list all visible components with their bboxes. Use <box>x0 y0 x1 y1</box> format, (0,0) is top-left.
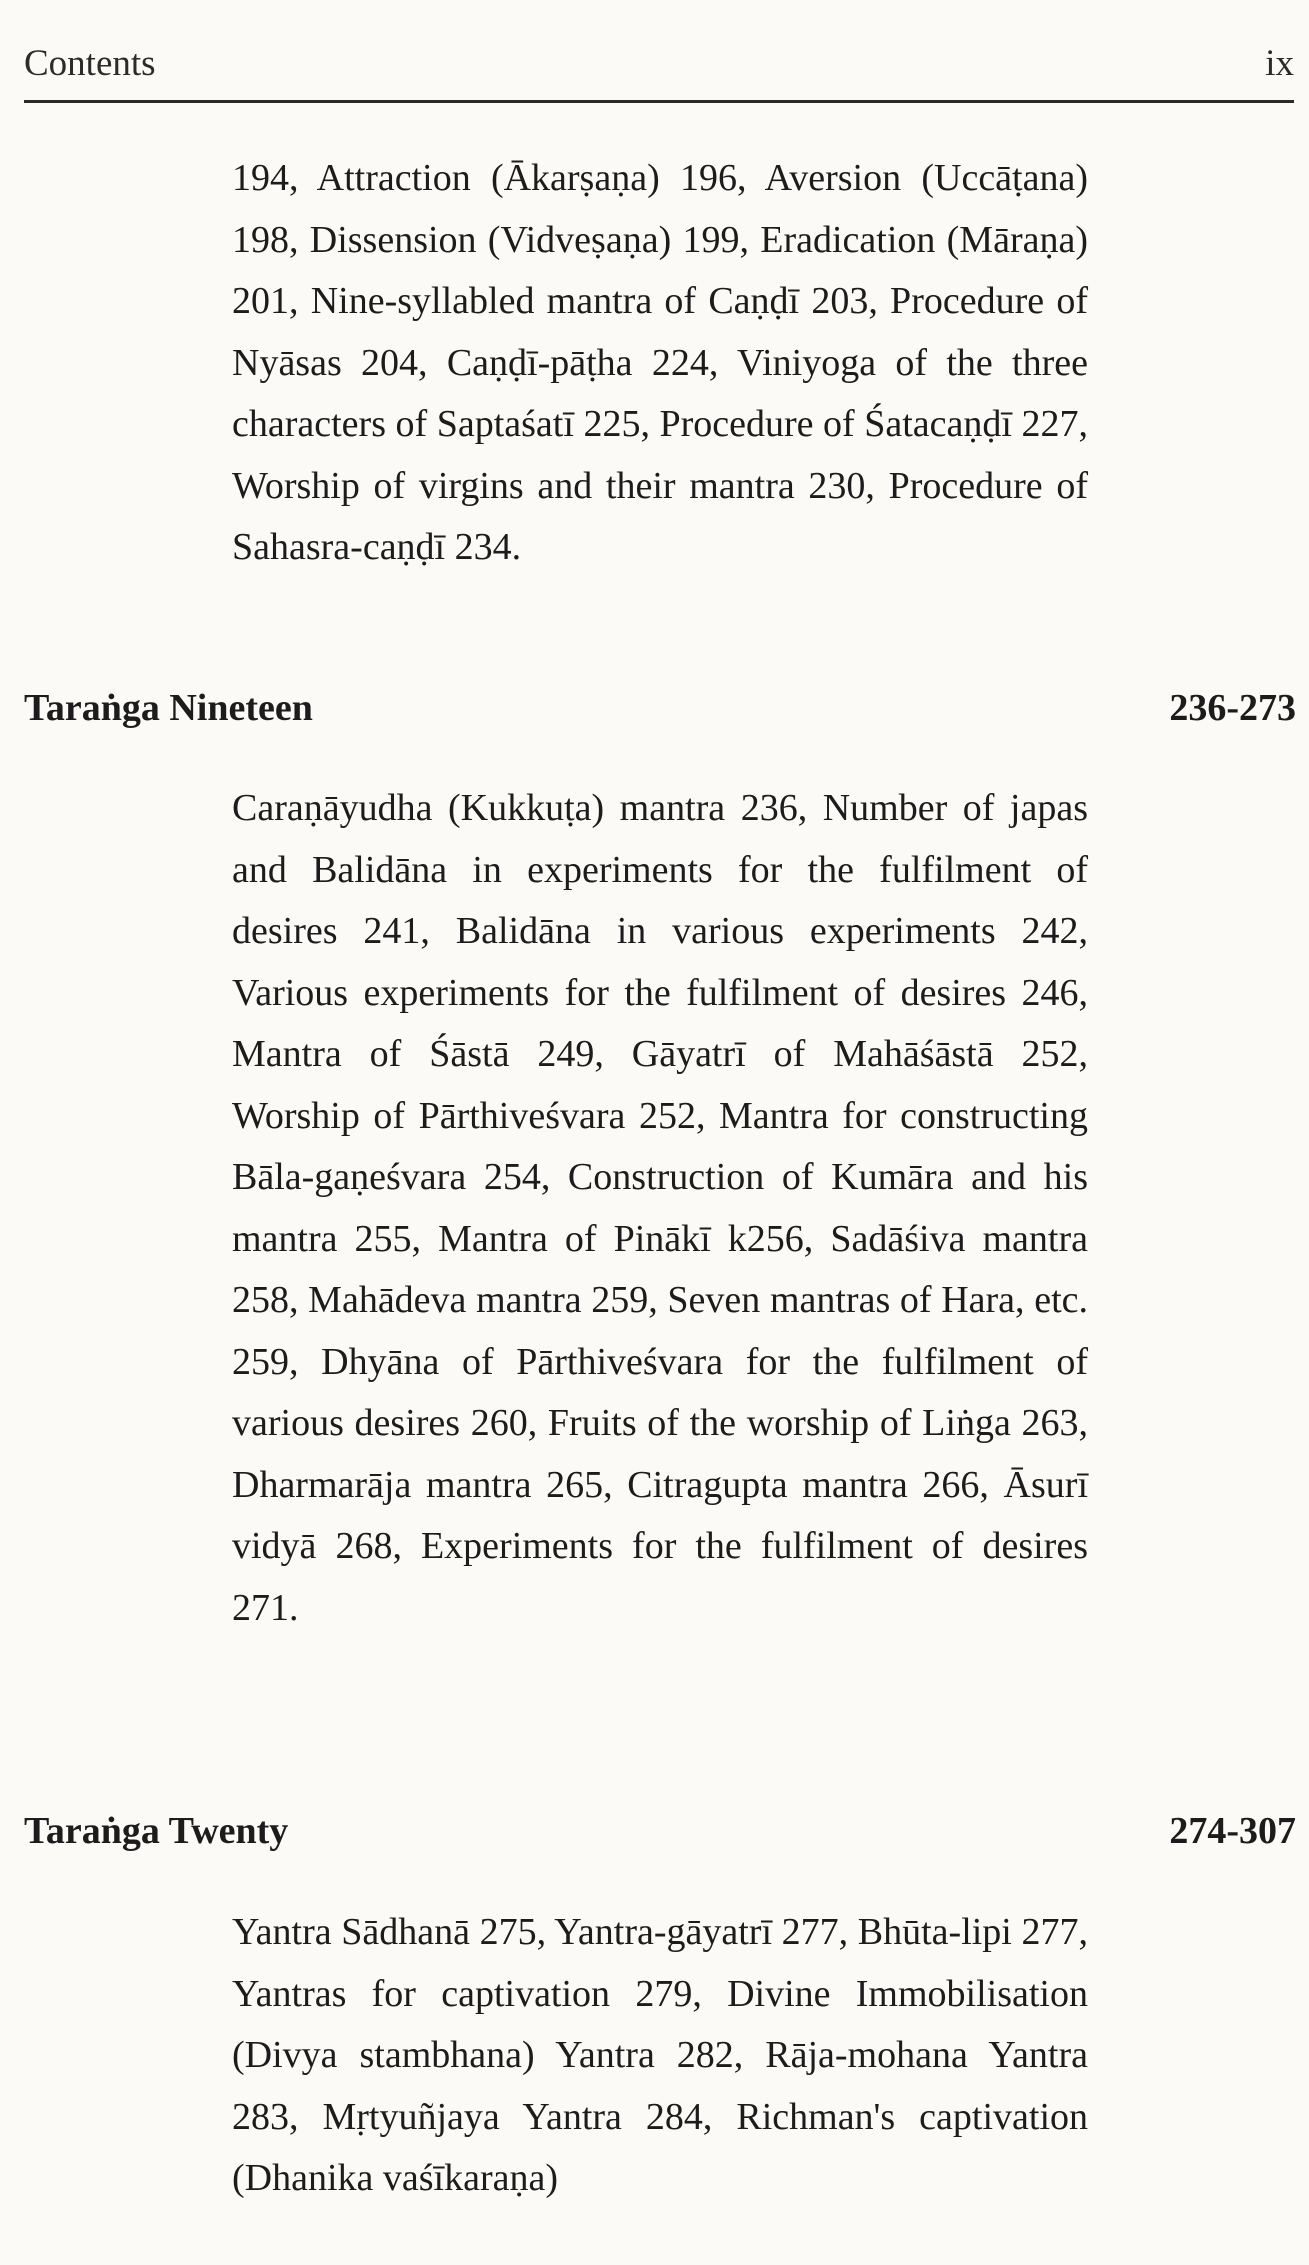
section-heading-label: Taraṅga Nineteen <box>24 687 313 729</box>
entry-text-taranga-nineteen: Caraṇāyudha (Kukkuṭa) mantra 236, Number of japas and Balidāna in experiments for the fulfilment of desires 241, Balidāna in various experiments 242, Various experiments for the fulfilment of desires 246, Mantra of Śāstā 249, Gāyatrī of Mahāśāstā 252, Worship of Pārthiveśvara 252, Mantra for constructing Bāla-gaṇeśvara 254, Construction of Kumāra and his mantra 255, Mantra of Pinākī k256, Sadāśiva mantra 258, Mahādeva mantra 259, Seven mantras of Hara, etc. 259, Dhyāna of Pārthiveśvara for the fulfilment of various desires 260, Fruits of the worship of Liṅga 263, Dharmarāja mantra 265, Citragupta mantra 266, Āsurī vidyā 268, Experiments for the fulfilment of desires 271. <box>232 787 1088 1629</box>
section-heading-label: Taraṅga Twenty <box>24 1810 289 1852</box>
section-page-range: 274-307 <box>1169 1810 1296 1852</box>
entry-text-taranga-twenty: Yantra Sādhanā 275, Yantra-gāyatrī 277, Bhūta-lipi 277, Yantras for captivation 279, Divine Immobilisation (Divya stambhana) Yantra 282, Rāja-mohana Yantra 283, Mṛtyuñjaya Yantra 284, Richman's captivation (Dhanika vaśīkaraṇa) <box>232 1911 1088 2199</box>
running-title: Contents <box>24 43 156 84</box>
page-number: ix <box>1265 43 1294 84</box>
section-heading-taranga-nineteen <box>24 686 1296 736</box>
section-heading-taranga-twenty <box>24 1809 1296 1859</box>
section-page-range: 236-273 <box>1169 687 1296 729</box>
entry-continuation-text: 194, Attraction (Ākarṣaṇa) 196, Aversion (Uccāṭana) 198, Dissension (Vidveṣaṇa) 199, Eradication (Māraṇa) 201, Nine-syllabled mantra of Caṇḍī 203, Procedure of Nyāsas 204, Caṇḍī-pāṭha 224, Viniyoga of the three characters of Saptaśatī 225, Procedure of Śatacaṇḍī 227, Worship of virgins and their mantra 230, Procedure of Sahasra-caṇḍī 234. <box>232 157 1088 568</box>
running-head <box>24 36 1294 103</box>
